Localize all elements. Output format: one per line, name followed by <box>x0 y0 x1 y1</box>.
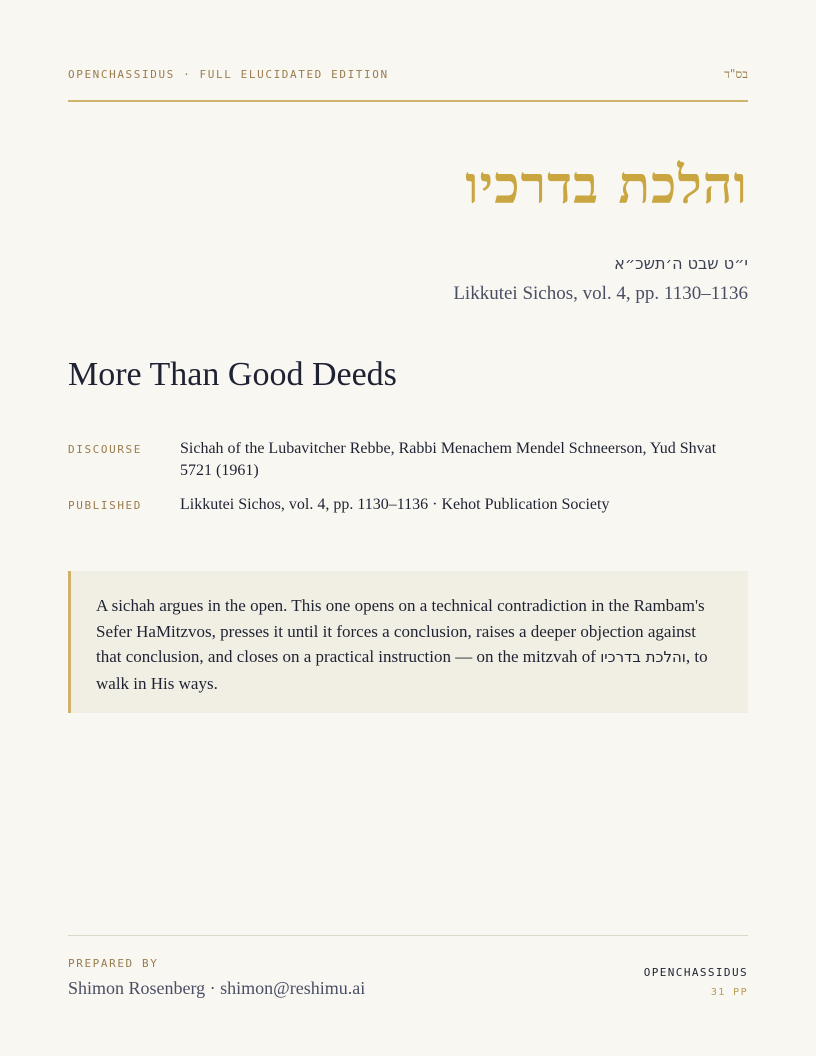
hebrew-title: והלכת בדרכיו <box>465 155 748 216</box>
abstract-text-start: A sichah argues in the open. This one opens on a technical contradiction in the Rambam's Sefer HaMitzvos, presses it until it forces a conclusion, raises a deeper objection against that conclusion, and closes on a practical instruction — on the mitzvah of <box>96 596 705 666</box>
header-divider <box>68 100 748 102</box>
metadata-row-discourse <box>68 438 748 482</box>
bsd-mark: בס"ד <box>724 66 748 81</box>
source-citation: Likkutei Sichos, vol. 4, pp. 1130–1136 <box>453 283 748 304</box>
abstract-text <box>96 593 724 696</box>
page-count: 31 PP <box>710 987 748 998</box>
abstract-callout <box>68 571 748 713</box>
english-title: More Than Good Deeds <box>68 356 397 393</box>
footer-brand: OPENCHASSIDUS <box>643 966 748 979</box>
prepared-by-label: PREPARED BY <box>68 957 159 970</box>
footer-divider <box>68 935 748 936</box>
series-label: OPENCHASSIDUS · FULL ELUCIDATED EDITION <box>68 67 389 81</box>
metadata-value: Sichah of the Lubavitcher Rebbe, Rabbi Menachem Mendel Schneerson, Yud Shvat 5721 (1961) <box>180 440 717 479</box>
metadata-key: PUBLISHED <box>68 499 143 512</box>
hebrew-date: י״ט שבט ה׳תשכ״א <box>614 254 748 273</box>
metadata-table <box>68 438 748 528</box>
author-contact: Shimon Rosenberg · shimon@reshimu.ai <box>68 978 366 998</box>
metadata-value: Likkutei Sichos, vol. 4, pp. 1130–1136 · Kehot Publication Society <box>180 496 610 513</box>
abstract-text-end: , to walk in His ways. <box>96 647 708 693</box>
title-page <box>68 0 748 1056</box>
running-head <box>68 64 748 84</box>
metadata-row-published <box>68 494 748 516</box>
abstract-hebrew-term: והלכת בדרכיו <box>600 648 686 666</box>
metadata-key: DISCOURSE <box>68 443 143 456</box>
